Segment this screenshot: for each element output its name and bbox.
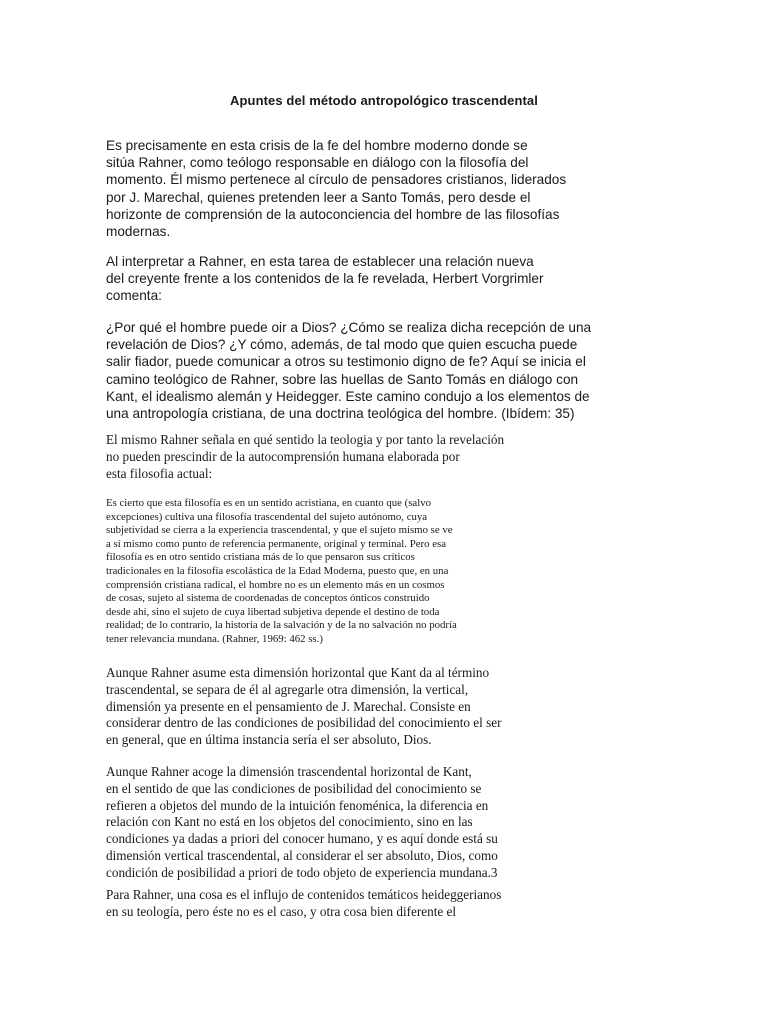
text-line: desde ahí, sino el sujeto de cuya libertad subjetiva depende el destino de toda [106, 605, 440, 618]
text-line: sitúa Rahner, como teólogo responsable en diálogo con la filosofía del [106, 155, 529, 171]
text-line: de cosas, sujeto al sistema de coordenadas de conceptos ónticos construido [106, 592, 430, 605]
document-title: Apuntes del método antropológico trascendental [230, 93, 538, 108]
text-line: no pueden prescindir de la autocomprensión humana elaborada por [106, 448, 460, 464]
text-line: Es cierto que esta filosofía es en un sentido acristiana, en cuanto que (salvo [106, 497, 431, 509]
text-line: en el sentido de que las condiciones de posibilidad del conocimiento se [106, 780, 482, 796]
text-line: Aunque Rahner acoge la dimensión trascendental horizontal de Kant, [106, 764, 472, 779]
text-line: condiciones ya dadas a priori del conocer humano, y es aquí donde está su [106, 831, 498, 847]
text-line: filosofía es en otro sentido cristiana más de lo que pensaron sus críticos [106, 551, 415, 564]
text-line: camino teológico de Rahner, sobre las huellas de Santo Tomás en diálogo con [106, 371, 579, 387]
text-line: realidad; de lo contrario, la historia de la salvación y de la no salvación no podría [106, 619, 457, 632]
text-line: esta filosofia actual: [106, 465, 213, 481]
text-line: condición de posibilidad a priori de todo objeto de experiencia mundana.3 [106, 864, 498, 880]
text-line: Kant, el idealismo alemán y Heidegger. Este camino condujo a los elementos de [106, 388, 590, 404]
text-line: Es precisamente en esta crisis de la fe del hombre moderno donde se [106, 138, 528, 153]
block-quote-rahner [106, 497, 457, 647]
text-line: comprensión cristiana radical, el hombre no es un elemento más en un cosmos [106, 578, 445, 591]
text-line: comenta: [106, 288, 162, 304]
text-line: trascendental, se separa de él al agregarle otra dimensión, la vertical, [106, 681, 469, 697]
text-line: Para Rahner, una cosa es el influjo de contenidos temáticos heideggerianos [106, 887, 502, 902]
text-line: El mismo Rahner señala en qué sentido la teologia y por tanto la revelación [106, 432, 505, 447]
paragraph-kant-comparison [106, 764, 498, 882]
text-line: relación con Kant no está en los objetos del conocimiento, sino en las [106, 814, 473, 830]
text-line: ¿Por qué el hombre puede oir a Dios? ¿Cómo se realiza dicha recepción de una [106, 320, 592, 335]
text-line: considerar dentro de las condiciones de posibilidad del conocimiento el ser [106, 715, 502, 731]
text-line: salir fiador, puede comunicar a otros su testimonio digno de fe? Aquí se inicia el [106, 354, 586, 370]
text-line: subjetividad se cierra a la experiencia trascendental, y que el sujeto mismo se ve [106, 524, 453, 537]
text-line: tradicionales en la filosofía escolástica de la Edad Moderna, puesto que, en una [106, 564, 449, 577]
text-line: una antropología cristiana, de una doctrina teológica del hombre. (Ibídem: 35) [106, 406, 575, 422]
text-line: por J. Marechal, quienes pretenden leer a Santo Tomás, pero desde el [106, 189, 531, 205]
text-line: momento. Él mismo pertenece al círculo de pensadores cristianos, liderados [106, 172, 567, 188]
text-line: dimensión vertical trascendental, al considerar el ser absoluto, Dios, como [106, 847, 498, 863]
text-line: tener relevancia mundana. (Rahner, 1969: 462 ss.) [106, 632, 323, 645]
text-line: a sí mismo como punto de referencia permanente, original y terminal. Pero esa [106, 537, 446, 550]
text-line: modernas. [106, 224, 171, 240]
text-line: Aunque Rahner asume esta dimensión horizontal que Kant da al término [106, 665, 490, 680]
paragraph-intro [106, 137, 566, 240]
text-line: dimensión ya presente en el pensamiento de J. Marechal. Consiste en [106, 698, 471, 714]
text-line: en su teología, pero éste no es el caso, y otra cosa bien diferente el [106, 903, 457, 919]
paragraph-heidegger [106, 887, 501, 921]
paragraph-vorgrimler-quote [106, 319, 591, 422]
text-line: excepciones) cultiva una filosofía trascendental del sujeto autónomo, cuya [106, 510, 428, 523]
text-line: Al interpretar a Rahner, en esta tarea de establecer una relación nueva [106, 254, 534, 269]
paragraph-vertical-dimension [106, 665, 502, 749]
text-line: horizonte de comprensión de la autoconciencia del hombre de las filosofías [106, 206, 560, 222]
text-line: en general, que en última instancia sería el ser absoluto, Dios. [106, 732, 432, 748]
text-line: refieren a objetos del mundo de la intuición fenoménica, la diferencia en [106, 797, 489, 813]
paragraph-vorgrimler-intro [106, 253, 544, 305]
text-line: del creyente frente a los contenidos de la fe revelada, Herbert Vorgrimler [106, 271, 544, 287]
paragraph-rahner-intro [106, 432, 504, 482]
text-line: revelación de Dios? ¿Y cómo, además, de tal modo que quien escucha puede [106, 337, 578, 353]
